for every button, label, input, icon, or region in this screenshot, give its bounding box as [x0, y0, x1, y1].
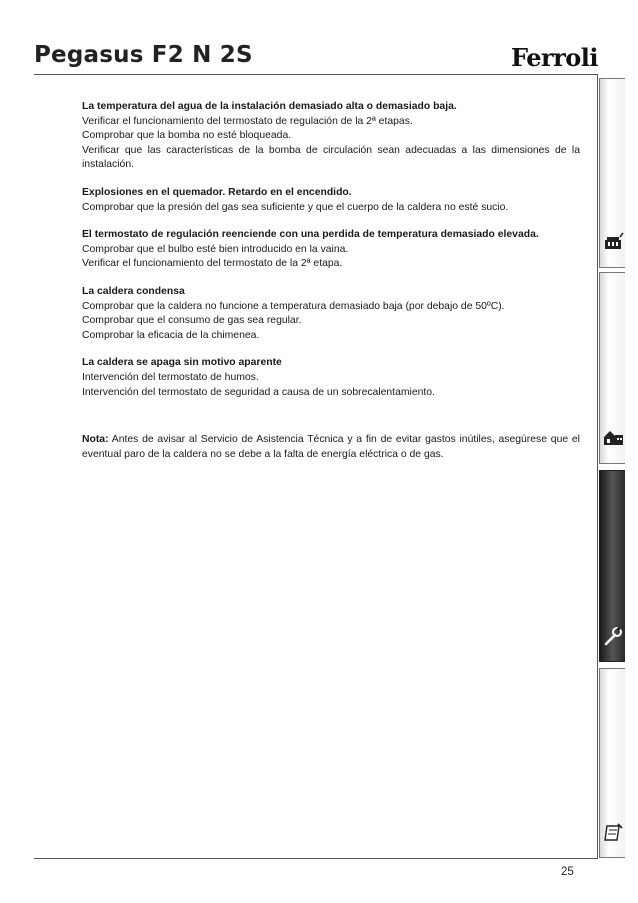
section-line: Verificar el funcionamiento del termostato de la 2ª etapa. [82, 258, 343, 270]
notepad-icon [602, 821, 624, 843]
margin-divider [597, 74, 598, 859]
section-line: Comprobar la eficacia de la chimenea. [82, 329, 260, 341]
side-tab-notes[interactable] [599, 668, 625, 858]
note-text: Antes de avisar al Servicio de Asistencia Técnica y a fin de evitar gastos inútiles, asegúrese que el eventual paro de la caldera no se debe a la falta de energía eléctrica o de gas. [82, 434, 580, 460]
side-tab-maintenance[interactable] [599, 470, 625, 662]
section-heading: El termostato de regulación reenciende con una perdida de temperatura demasiado elevada. [82, 229, 539, 241]
wrench-icon [602, 625, 624, 647]
section-line: Intervención del termostato de humos. [82, 371, 259, 383]
section-heading: La caldera se apaga sin motivo aparente [82, 357, 282, 369]
section-heading: Explosiones en el quemador. Retardo en el encendido. [82, 186, 352, 198]
side-tab-user[interactable] [599, 78, 625, 268]
section-line: Comprobar que la caldera no funcione a temperatura demasiado baja (por debajo de 50ºC). [82, 300, 505, 312]
section-condensation [82, 285, 580, 343]
page-number: 25 [561, 866, 574, 878]
side-tab-installer[interactable] [599, 272, 625, 464]
document-title: Pegasus F2 N 2S [34, 42, 253, 68]
section-thermostat [82, 228, 580, 272]
installer-icon [602, 427, 624, 449]
section-shutdown [82, 356, 580, 400]
section-line: Verificar que las características de la bomba de circulación sean adecuadas a las dimensiones de la instalación. [82, 144, 580, 171]
brand-logo: Ferroli [511, 43, 599, 72]
section-line: Comprobar que la presión del gas sea suficiente y que el cuerpo de la caldera no esté sucio. [82, 201, 509, 213]
troubleshooting-content [82, 100, 580, 462]
footer-divider [34, 858, 598, 859]
section-heading: La caldera condensa [82, 285, 185, 297]
section-line: Intervención del termostato de seguridad a causa de un sobrecalentamiento. [82, 386, 435, 398]
section-line: Comprobar que el bulbo esté bien introducido en la vaina. [82, 243, 349, 255]
user-home-icon [602, 231, 624, 253]
section-explosions [82, 186, 580, 215]
section-temperature [82, 100, 580, 173]
section-heading: La temperatura del agua de la instalación demasiado alta o demasiado baja. [82, 101, 457, 112]
section-line: Verificar el funcionamiento del termostato de regulación de la 2ª etapas. [82, 115, 413, 127]
header-divider [34, 74, 598, 75]
section-line: Comprobar que el consumo de gas sea regular. [82, 315, 302, 327]
note-label: Nota: [82, 434, 109, 446]
note-paragraph [82, 433, 580, 462]
section-line: Comprobar que la bomba no esté bloqueada. [82, 130, 292, 142]
